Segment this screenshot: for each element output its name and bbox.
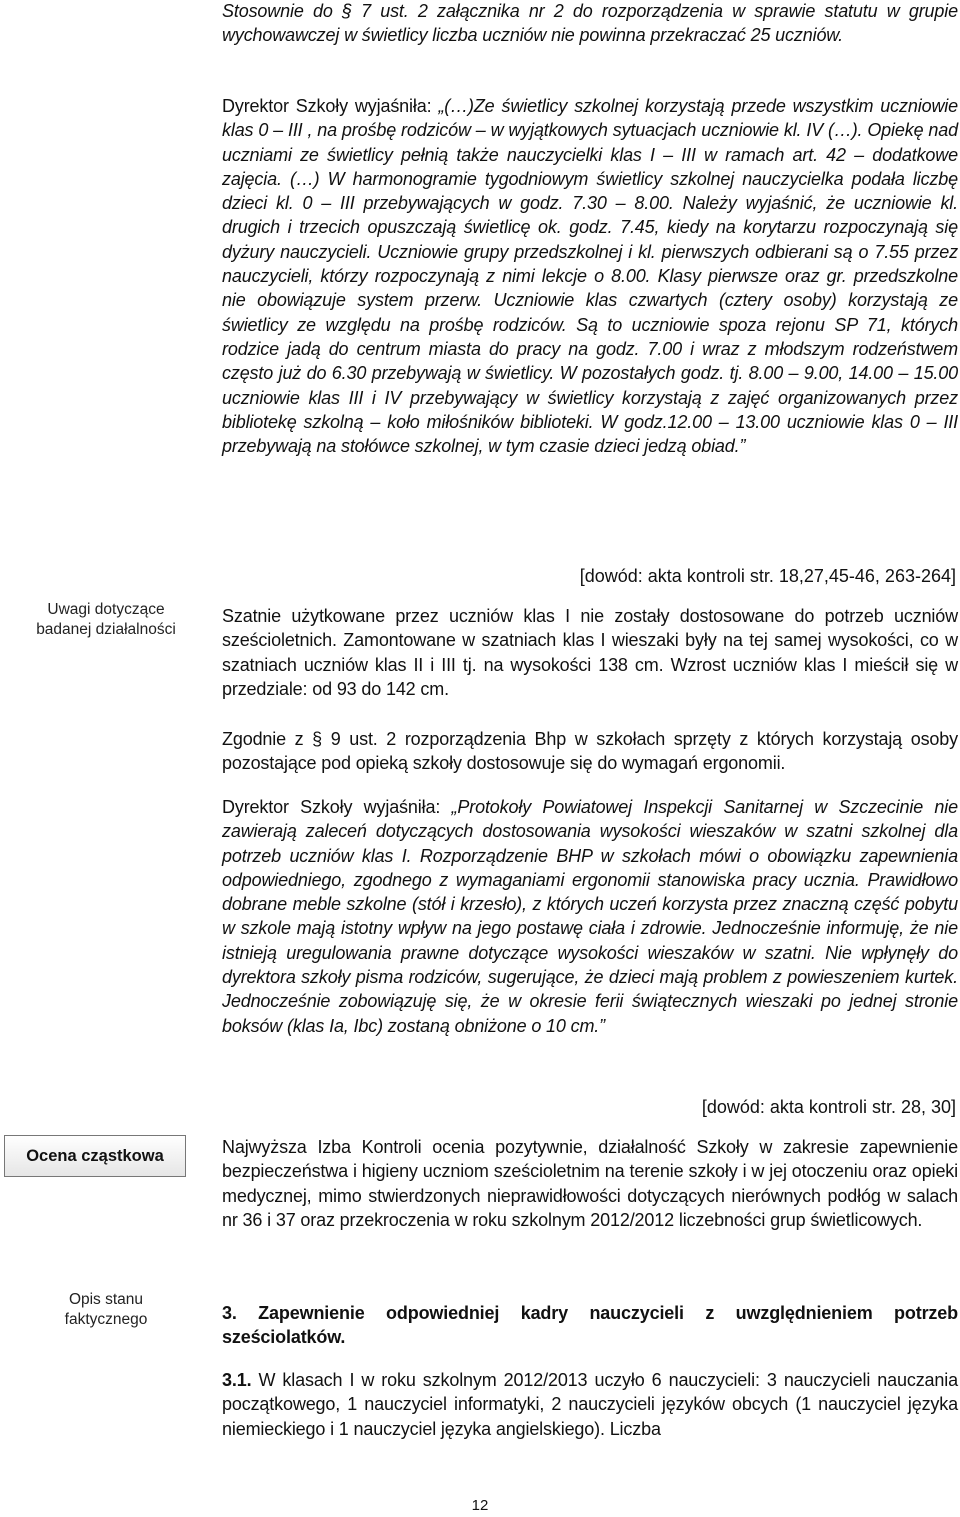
sidebar-uwagi-line1: Uwagi dotyczące [47, 601, 165, 618]
sidebar-ocena-label: Ocena cząstkowa [26, 1146, 164, 1165]
sidebar-opis-label [0, 1290, 212, 1330]
paragraph-3-1-text: W klasach I w roku szkolnym 2012/2013 uczyło 6 nauczycieli: 3 nauczycieli nauczania początkowego, 1 nauczyciel informatyki, 2 nauczycieli języków obcych (1 nauczyciel języka niemieckiego i 1 nauczyciel języka angielskiego). Liczba [222, 1370, 958, 1439]
explanation-lead: Dyrektor Szkoły wyjaśniła: [222, 96, 439, 116]
paragraph-number: 3.1. [222, 1370, 252, 1390]
section-heading-3 [222, 1301, 958, 1350]
evidence-reference-2: [dowód: akta kontroli str. 28, 30] [701, 1097, 956, 1117]
sidebar-uwagi-line2: badanej działalności [36, 621, 176, 638]
paragraph-3-1 [222, 1368, 958, 1441]
bhp-text: Zgodnie z § 9 ust. 2 rozporządzenia Bhp w szkołach sprzęty z których korzystają osoby pozostające pod opieką szkoły dostosowuje się do wymagań ergonomii. [222, 729, 958, 774]
sidebar-opis-line2: faktycznego [64, 1311, 148, 1328]
director-explanation-1 [222, 94, 958, 458]
statute-paragraph [222, 0, 958, 48]
bhp-regulation-paragraph [222, 727, 958, 776]
statute-text: Stosownie do § 7 ust. 2 załącznika nr 2 do rozporządzenia w sprawie statutu w grupie wychowawczej w świetlicy liczba uczniów nie powinna przekraczać 25 uczniów. [222, 1, 958, 46]
explanation-quote: „(…)Ze świetlicy szkolnej korzystają przede wszystkim uczniowie klas 0 – III , na prośbę rodziców – w wyjątkowych sytuacjach uczniowie kl. IV (…). Opiekę nad uczniami ze świetlicy pełnią także nauczycielki klas I – III w ramach art. 42 – dodatkowe zajęcia. (…) W harmonogramie tygodniowym świetlicy szkolnej nauczycielka podała liczbę dzieci kl. 0 – III przebywających w godz. 7.30 – 8.00. Należy wyjaśnić, że uczniowie kl. drugich i trzecich opuszczają świetlicę ok. godz. 7.45, kiedy na korytarzu rozpoczynają się dyżury nauczycieli. Uczniowie grupy przedszkolnej i kl. pierwszych odbierani są o 7.55 przez nauczycieli, którzy rozpoczynają z nimi lekcje o 8.00. Klasy pierwsze oraz gr. przedszkolne nie obowiązuje system przerw. Uczniowie klas czwartych (cztery osoby) korzystają ze świetlicy ze względu na prośbę rodziców. Są to uczniowie spoza rejonu SP 71, których rodzice jadą do centrum miasta do pracy na godz. 7.00 i wraz z młodszym rodzeństwem często już do 6.30 przebywają w świetlicy. W pozostałych godz. tj. 8.00 – 9.00, 14.00 – 15.00 uczniowie klas III i IV przebywający w świetlicy korzystają z zajęć organizowanych przez bibliotekę szkolną – koło miłośników biblioteki. W godz.12.00 – 13.00 uczniowie klas 0 – III przebywają na stołówce szkolnej, w tym czasie dzieci jedzą obiad.” [222, 96, 958, 457]
assessment-paragraph [222, 1135, 958, 1232]
section-heading-text: 3. Zapewnienie odpowiedniej kadry nauczycieli z uwzględnieniem potrzeb sześciolatków. [222, 1303, 958, 1348]
sidebar-opis-line1: Opis stanu [68, 1291, 144, 1308]
page-number: 12 [471, 1497, 489, 1514]
sidebar-uwagi-label [0, 600, 212, 640]
director-explanation-2 [222, 795, 958, 1038]
explanation2-lead: Dyrektor Szkoły wyjaśniła: [222, 797, 452, 817]
evidence-reference-1: [dowód: akta kontroli str. 18,27,45-46, 263-264] [579, 566, 956, 586]
sidebar-ocena-box [4, 1135, 186, 1177]
cloakroom-paragraph [222, 604, 958, 701]
explanation2-quote: „Protokoły Powiatowej Inspekcji Sanitarnej w Szczecinie nie zawierają zaleceń dotyczących dostosowania wysokości wieszaków w szatni szkolnej dla potrzeb uczniów klas I. Rozporządzenie BHP w szkołach mówi o obowiązku zapewnienia odpowiedniego, zgodnego z wymaganiami ergonomii stanowiska pracy ucznia. Prawidłowo dobrane meble szkolne (stół i krzesło), z których uczeń korzysta przez znaczną część pobytu w szkole mają istotny wpływ na jego postawę ciała i zdrowie. Jednocześnie informuję, że nie istnieją uregulowania prawne dotyczące wysokości wieszaków w szatni. Nie wpłynęły do dyrektora szkoły pisma rodziców, sugerujące, że dzieci mają problem z powieszeniem kurtek. Jednocześnie zobowiązuję się, że w okresie ferii świątecznych wieszaki po jednej stronie boksów (klas Ia, Ibc) zostaną obniżone o 10 cm.” [222, 797, 958, 1036]
cloakroom-text: Szatnie użytkowane przez uczniów klas I nie zostały dostosowane do potrzeb uczniów sześcioletnich. Zamontowane w szatniach klas I wieszaki były na tej samej wysokości, co w szatniach uczniów klas II i III tj. na wysokości 138 cm. Wzrost uczniów klas I mieścił się w przedziale: od 93 do 142 cm. [222, 606, 958, 699]
assessment-text: Najwyższa Izba Kontroli ocenia pozytywnie, działalność Szkoły w zakresie zapewnienie bezpieczeństwa i higieny uczniom sześcioletnim na terenie szkoły i w jej otoczeniu oraz opieki medycznej, mimo stwierdzonych nieprawidłowości dotyczących nierównych podłóg w salach nr 36 i 37 oraz przekroczenia w roku szkolnym 2012/2012 liczebności grup świetlicowych. [222, 1137, 958, 1230]
